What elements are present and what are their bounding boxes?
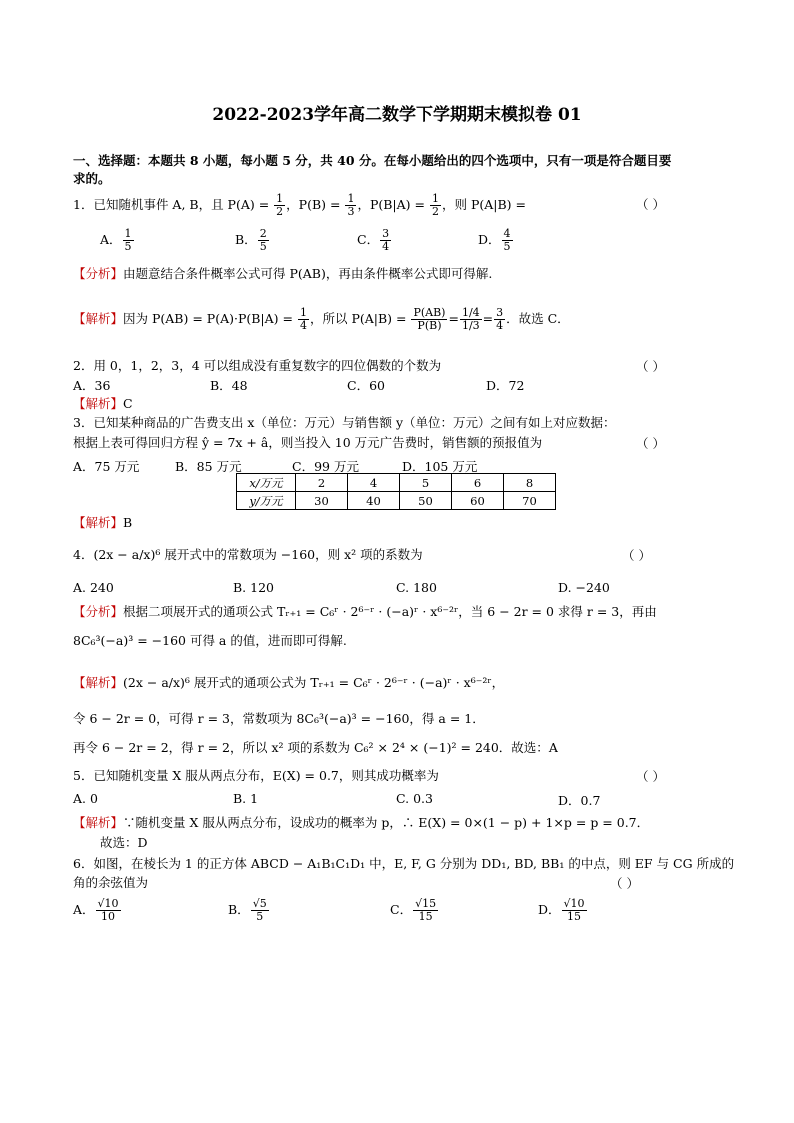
solution-text: 因为 P(AB) = P(A)·P(B|A) = <box>123 311 297 326</box>
frac-num: 4 <box>503 227 511 240</box>
question-2-stem: 2．用 0，1，2，3，4 可以组成没有重复数字的四位偶数的个数为 <box>73 358 442 373</box>
q3-option-a: A．75 万元 <box>73 459 140 474</box>
fraction <box>411 307 447 332</box>
q4-option-c: C. 180 <box>396 580 437 595</box>
frac-num: 3 <box>382 227 390 240</box>
solution-tag: 【解析】 <box>73 815 124 830</box>
option-label: D． <box>478 232 501 247</box>
frac-den: 5 <box>503 240 511 253</box>
q1-stem-d: ，则 P(A|B) = <box>441 197 526 212</box>
table-cell: 5 <box>400 474 452 492</box>
solution-tag: 【解析】 <box>73 515 124 530</box>
q1-analysis <box>73 265 492 283</box>
question-6-stem-2: 角的余弦值为 <box>73 875 149 890</box>
solution-tag: 【解析】 <box>73 311 124 326</box>
frac-num: 3 <box>496 306 504 319</box>
q5-option-b: B. 1 <box>233 791 259 806</box>
table-cell: 4 <box>348 474 400 492</box>
question-5-stem: 5．已知随机变量 X 服从两点分布，E(X) = 0.7，则其成功概率为 <box>73 768 439 783</box>
frac-den: 4 <box>496 319 504 332</box>
q5-option-c: C. 0.3 <box>396 791 433 806</box>
q3-option-d: D．105 万元 <box>402 459 478 474</box>
q2-option-d: D．72 <box>486 378 525 393</box>
answer-paren: （ ） <box>636 436 665 451</box>
q1-option-b <box>235 228 270 253</box>
question-4-stem: 4．(2x − a/x)⁶ 展开式中的常数项为 −160，则 x² 项的系数为 <box>73 547 423 562</box>
fraction <box>460 307 482 332</box>
fraction <box>502 228 513 253</box>
frac-num: 1 <box>124 227 132 240</box>
fraction <box>274 193 285 218</box>
fraction <box>562 898 587 923</box>
frac-den: 5 <box>259 240 267 253</box>
frac-den: 5 <box>256 910 264 923</box>
frac-num: √10 <box>97 897 119 910</box>
frac-num: 1 <box>276 192 284 205</box>
q1-option-d <box>478 228 514 253</box>
table-cell: 2 <box>296 474 348 492</box>
q5-option-d: D．0.7 <box>558 793 601 808</box>
table-header-cell: x/万元 <box>237 474 296 492</box>
table-cell: 50 <box>400 492 452 510</box>
option-label: A． <box>73 902 95 917</box>
frac-den: 5 <box>124 240 132 253</box>
frac-den: P(B) <box>417 319 442 332</box>
frac-num: 1 <box>299 306 307 319</box>
equals-sign: = <box>448 311 459 326</box>
q1-stem-b: ，P(B) = <box>286 197 345 212</box>
data-table <box>236 473 556 510</box>
question-3-stem-2: 根据上表可得回归方程 ŷ = 7x + â，则当投入 10 万元广告费时，销售额的预报值为 <box>73 435 543 450</box>
option-label: B． <box>228 902 250 917</box>
equals-sign: = <box>482 311 494 326</box>
table-row <box>237 474 556 492</box>
frac-num: √10 <box>563 897 585 910</box>
frac-num: 1 <box>431 192 439 205</box>
frac-den: 3 <box>347 205 355 218</box>
fraction <box>298 307 309 332</box>
fraction <box>494 307 505 332</box>
q4-analysis-cont: 8C₆³(−a)³ = −160 可得 a 的值，进而即可得解. <box>73 633 347 648</box>
q3-option-b: B．85 万元 <box>175 459 242 474</box>
frac-den: 4 <box>382 240 390 253</box>
fraction <box>258 228 269 253</box>
q2-option-a: A．36 <box>73 378 111 393</box>
option-label: B． <box>235 232 257 247</box>
frac-den: 2 <box>276 205 284 218</box>
fraction <box>345 193 356 218</box>
frac-num: √5 <box>252 897 267 910</box>
table-cell: 60 <box>452 492 504 510</box>
page-title: 2022-2023学年高二数学下学期期末模拟卷 01 <box>212 105 582 125</box>
frac-den: 4 <box>299 319 307 332</box>
answer-paren: （ ） <box>636 197 665 212</box>
q5-solution <box>73 814 649 832</box>
fraction <box>251 898 269 923</box>
table-cell: 40 <box>348 492 400 510</box>
q5-option-a: A. 0 <box>73 791 98 806</box>
q3-solution <box>73 514 132 532</box>
fraction <box>380 228 391 253</box>
q6-option-d <box>538 898 588 923</box>
q1-stem-c: ，P(B|A) = <box>357 197 429 212</box>
section-heading-cont: 求的。 <box>73 171 111 186</box>
question-1-stem <box>73 193 526 218</box>
q5-solution-line-2: 故选：D <box>100 835 148 850</box>
frac-den: 15 <box>418 910 433 923</box>
q3-option-c: C．99 万元 <box>292 459 359 474</box>
solution-text: (2x − a/x)⁶ 展开式的通项公式为 Tᵣ₊₁ = C₆ʳ · 2⁶⁻ʳ · (−a)ʳ · x⁶⁻²ʳ， <box>123 675 505 690</box>
q1-option-a <box>100 228 135 253</box>
answer-paren: （ ） <box>636 769 665 784</box>
fraction <box>96 898 121 923</box>
q4-solution-line-3: 再令 6 − 2r = 2，得 r = 2，所以 x² 项的系数为 C₆² × 2⁴ × (−1)² = 240．故选：A <box>73 740 558 755</box>
question-3-stem: 3．已知某种商品的广告费支出 x（单位：万元）与销售额 y（单位：万元）之间有如上对应数据： <box>73 415 616 430</box>
q4-analysis <box>73 603 657 621</box>
q2-solution <box>73 395 133 413</box>
frac-den: 1/3 <box>461 319 480 332</box>
question-6-stem: 6．如图，在棱长为 1 的正方体 ABCD − A₁B₁C₁D₁ 中，E, F, G 分别为 DD₁, BD, BB₁ 的中点，则 EF 与 CG 所成的 <box>73 856 735 871</box>
frac-den: 15 <box>567 910 582 923</box>
frac-num: P(AB) <box>413 306 446 319</box>
section-heading: 一、选择题：本题共 8 小题，每小题 5 分，共 40 分。在每小题给出的四个选项中，只有一项是符合题目要 <box>73 153 672 168</box>
analysis-text: 由题意结合条件概率公式可得 P(AB)，再由条件概率公式即可得解. <box>123 266 493 281</box>
q4-solution-line-2: 令 6 − 2r = 0，可得 r = 3，常数项为 8C₆³(−a)³ = −160，得 a = 1． <box>73 711 485 726</box>
solution-text: B <box>123 515 133 530</box>
fraction <box>430 193 441 218</box>
option-label: A． <box>100 232 122 247</box>
table-row <box>237 492 556 510</box>
fraction <box>123 228 134 253</box>
q4-option-b: B. 120 <box>233 580 274 595</box>
analysis-text: 根据二项展开式的通项公式 Tᵣ₊₁ = C₆ʳ · 2⁶⁻ʳ · (−a)ʳ · x⁶⁻²ʳ，当 6 − 2r = 0 求得 r = 3，再由 <box>123 604 657 619</box>
q1-stem-a: 1．已知随机事件 A, B，且 P(A) = <box>73 197 274 212</box>
table-cell: 6 <box>452 474 504 492</box>
analysis-tag: 【分析】 <box>73 604 124 619</box>
frac-den: 2 <box>431 205 439 218</box>
table-cell: 8 <box>504 474 556 492</box>
solution-text: ，所以 P(A|B) = <box>309 311 411 326</box>
q1-solution <box>73 307 570 332</box>
frac-num: 1 <box>347 192 355 205</box>
analysis-tag: 【分析】 <box>73 266 124 281</box>
frac-den: 10 <box>101 910 116 923</box>
q6-option-b <box>228 898 270 923</box>
solution-text: ∵随机变量 X 服从两点分布，设成功的概率为 p，∴ E(X) = 0×(1 − p) + 1×p = p = 0.7． <box>123 815 650 830</box>
answer-paren: （ ） <box>622 548 651 563</box>
solution-text: C <box>123 396 133 411</box>
q2-option-b: B．48 <box>210 378 248 393</box>
frac-num: √15 <box>415 897 437 910</box>
frac-num: 1/4 <box>461 306 480 319</box>
q4-option-d: D. −240 <box>558 580 610 595</box>
q1-option-c <box>357 228 392 253</box>
fraction <box>413 898 438 923</box>
q2-option-c: C．60 <box>347 378 385 393</box>
table-header-cell: y/万元 <box>237 492 296 510</box>
option-label: C． <box>390 902 413 917</box>
q4-solution <box>73 674 504 692</box>
solution-text: ．故选 C． <box>506 311 570 326</box>
solution-tag: 【解析】 <box>73 396 124 411</box>
option-label: D． <box>538 902 561 917</box>
answer-paren: （ ） <box>610 876 639 891</box>
frac-num: 2 <box>259 227 267 240</box>
table-cell: 70 <box>504 492 556 510</box>
q4-option-a: A. 240 <box>73 580 114 595</box>
solution-tag: 【解析】 <box>73 675 124 690</box>
answer-paren: （ ） <box>636 359 665 374</box>
option-label: C． <box>357 232 380 247</box>
table-cell: 30 <box>296 492 348 510</box>
q6-option-c <box>390 898 439 923</box>
q6-option-a <box>73 898 122 923</box>
